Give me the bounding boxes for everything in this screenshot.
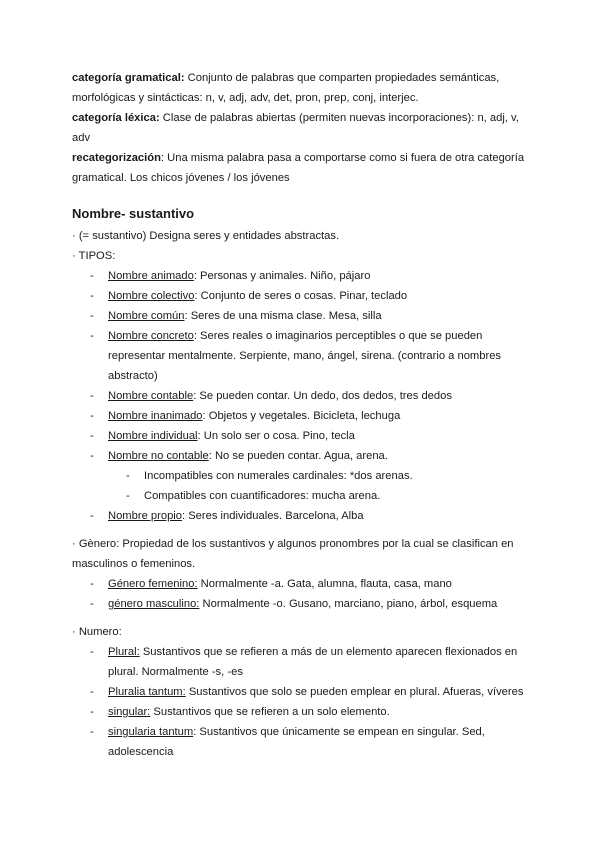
sub-list-item (108, 486, 532, 506)
definition-term: recategorización (72, 152, 161, 164)
item-text: : Seres de una misma clase. Mesa, silla (184, 310, 382, 322)
dash-bullet: - (90, 450, 94, 462)
sub-list-item (108, 466, 532, 486)
list-item (72, 286, 532, 306)
item-text: : Un solo ser o cosa. Pino, tecla (197, 430, 355, 442)
item-label: Nombre inanimado (108, 410, 203, 422)
dash-bullet: - (90, 430, 94, 442)
definition-text: : Una misma palabra pasa a comportarse como si fuera de otra categoría gramatical. Los chicos jóvenes / los jóvenes (72, 152, 525, 184)
section-intro: · (= sustantivo) Designa seres y entidades abstractas. (72, 230, 340, 242)
item-text: Normalmente -a. Gata, alumna, flauta, casa, mano (197, 578, 452, 590)
item-text: : Seres reales o imaginarios perceptibles o que se pueden representar mentalmente. Serpiente, mano, ángel, sirena. (contrario a nombres abstracto) (108, 330, 502, 382)
dash-bullet: - (90, 310, 94, 322)
list-item (72, 426, 532, 446)
dash-bullet: - (90, 410, 94, 422)
item-label: Nombre contable (108, 390, 194, 402)
definition-term: categoría gramatical: (72, 72, 185, 84)
list-item (72, 682, 532, 702)
item-label: Nombre común (108, 310, 185, 322)
item-text: : Personas y animales. Niño, pájaro (193, 270, 371, 282)
definition-text: Clase de palabras abiertas (permiten nuevas incorporaciones): n, adj, v, adv (72, 112, 519, 144)
item-label: Nombre no contable (108, 450, 209, 462)
tipos-label: · TIPOS: (72, 250, 116, 262)
item-label: Nombre animado (108, 270, 194, 282)
item-label: Nombre propio (108, 510, 182, 522)
item-label: Nombre colectivo (108, 290, 195, 302)
dash-bullet: - (90, 330, 94, 342)
item-text: Sustantivos que se refieren a un solo elemento. (150, 706, 390, 718)
definition-term: categoría léxica: (72, 112, 160, 124)
definition-text: Conjunto de palabras que comparten propiedades semánticas, morfológicas y sintácticas: n, v, adj, adv, det, pron, prep, conj, interjec. (72, 72, 500, 104)
dash-bullet: - (90, 290, 94, 302)
list-item (72, 722, 532, 762)
list-item (72, 506, 532, 526)
dash-bullet: - (90, 270, 94, 282)
list-item (72, 702, 532, 722)
item-text: Sustantivos que solo se pueden emplear en plural. Afueras, víveres (185, 686, 524, 698)
dash-bullet: - (90, 686, 94, 698)
genero-intro: · Gènero: Propiedad de los sustantivos y algunos pronombres por la cual se clasifican en masculinos o femeninos. (72, 538, 514, 570)
genero-list (72, 574, 532, 614)
numero-list (72, 642, 532, 762)
item-label: Nombre individual (108, 430, 198, 442)
item-label: Plural: (108, 646, 140, 658)
dash-bullet: - (90, 706, 94, 718)
document-content (72, 68, 532, 762)
list-item (72, 326, 532, 386)
item-text: Normalmente -o. Gusano, marciano, piano, árbol, esquema (199, 598, 498, 610)
definition-categoria-lexica (72, 108, 532, 148)
item-label: singularia tantum (108, 726, 194, 738)
sub-item-text: Incompatibles con numerales cardinales: *dos arenas. (144, 470, 413, 482)
dash-bullet: - (126, 490, 130, 502)
no-contable-sublist (108, 466, 532, 506)
dash-bullet: - (90, 646, 94, 658)
dash-bullet: - (126, 470, 130, 482)
item-text: : Sustantivos que únicamente se empean en singular. Sed, adolescencia (108, 726, 485, 758)
list-item (72, 446, 532, 506)
list-item (72, 386, 532, 406)
item-text: : Se pueden contar. Un dedo, dos dedos, tres dedos (193, 390, 452, 402)
dash-bullet: - (90, 578, 94, 590)
dash-bullet: - (90, 390, 94, 402)
tipos-list (72, 266, 532, 526)
dash-bullet: - (90, 598, 94, 610)
item-text: : Objetos y vegetales. Bicicleta, lechuga (202, 410, 401, 422)
definition-recategorizacion (72, 148, 532, 188)
item-label: Género femenino: (108, 578, 198, 590)
item-text: : No se pueden contar. Agua, arena. (208, 450, 388, 462)
item-label: Nombre concreto (108, 330, 194, 342)
item-label: singular: (108, 706, 151, 718)
sub-item-text: Compatibles con cuantificadores: mucha arena. (144, 490, 381, 502)
section-heading: Nombre- sustantivo (72, 206, 195, 221)
dash-bullet: - (90, 726, 94, 738)
numero-intro: · Numero: (72, 626, 122, 638)
item-label: Pluralia tantum: (108, 686, 186, 698)
list-item (72, 642, 532, 682)
list-item (72, 266, 532, 286)
item-label: género masculino: (108, 598, 200, 610)
item-text: Sustantivos que se refieren a más de un elemento aparecen flexionados en plural. Normalmente -s, -es (108, 646, 518, 678)
item-text: : Conjunto de seres o cosas. Pinar, teclado (194, 290, 408, 302)
list-item (72, 306, 532, 326)
list-item (72, 574, 532, 594)
list-item (72, 406, 532, 426)
definition-categoria-gramatical (72, 68, 532, 108)
list-item (72, 594, 532, 614)
dash-bullet: - (90, 510, 94, 522)
item-text: : Seres individuales. Barcelona, Alba (182, 510, 364, 522)
